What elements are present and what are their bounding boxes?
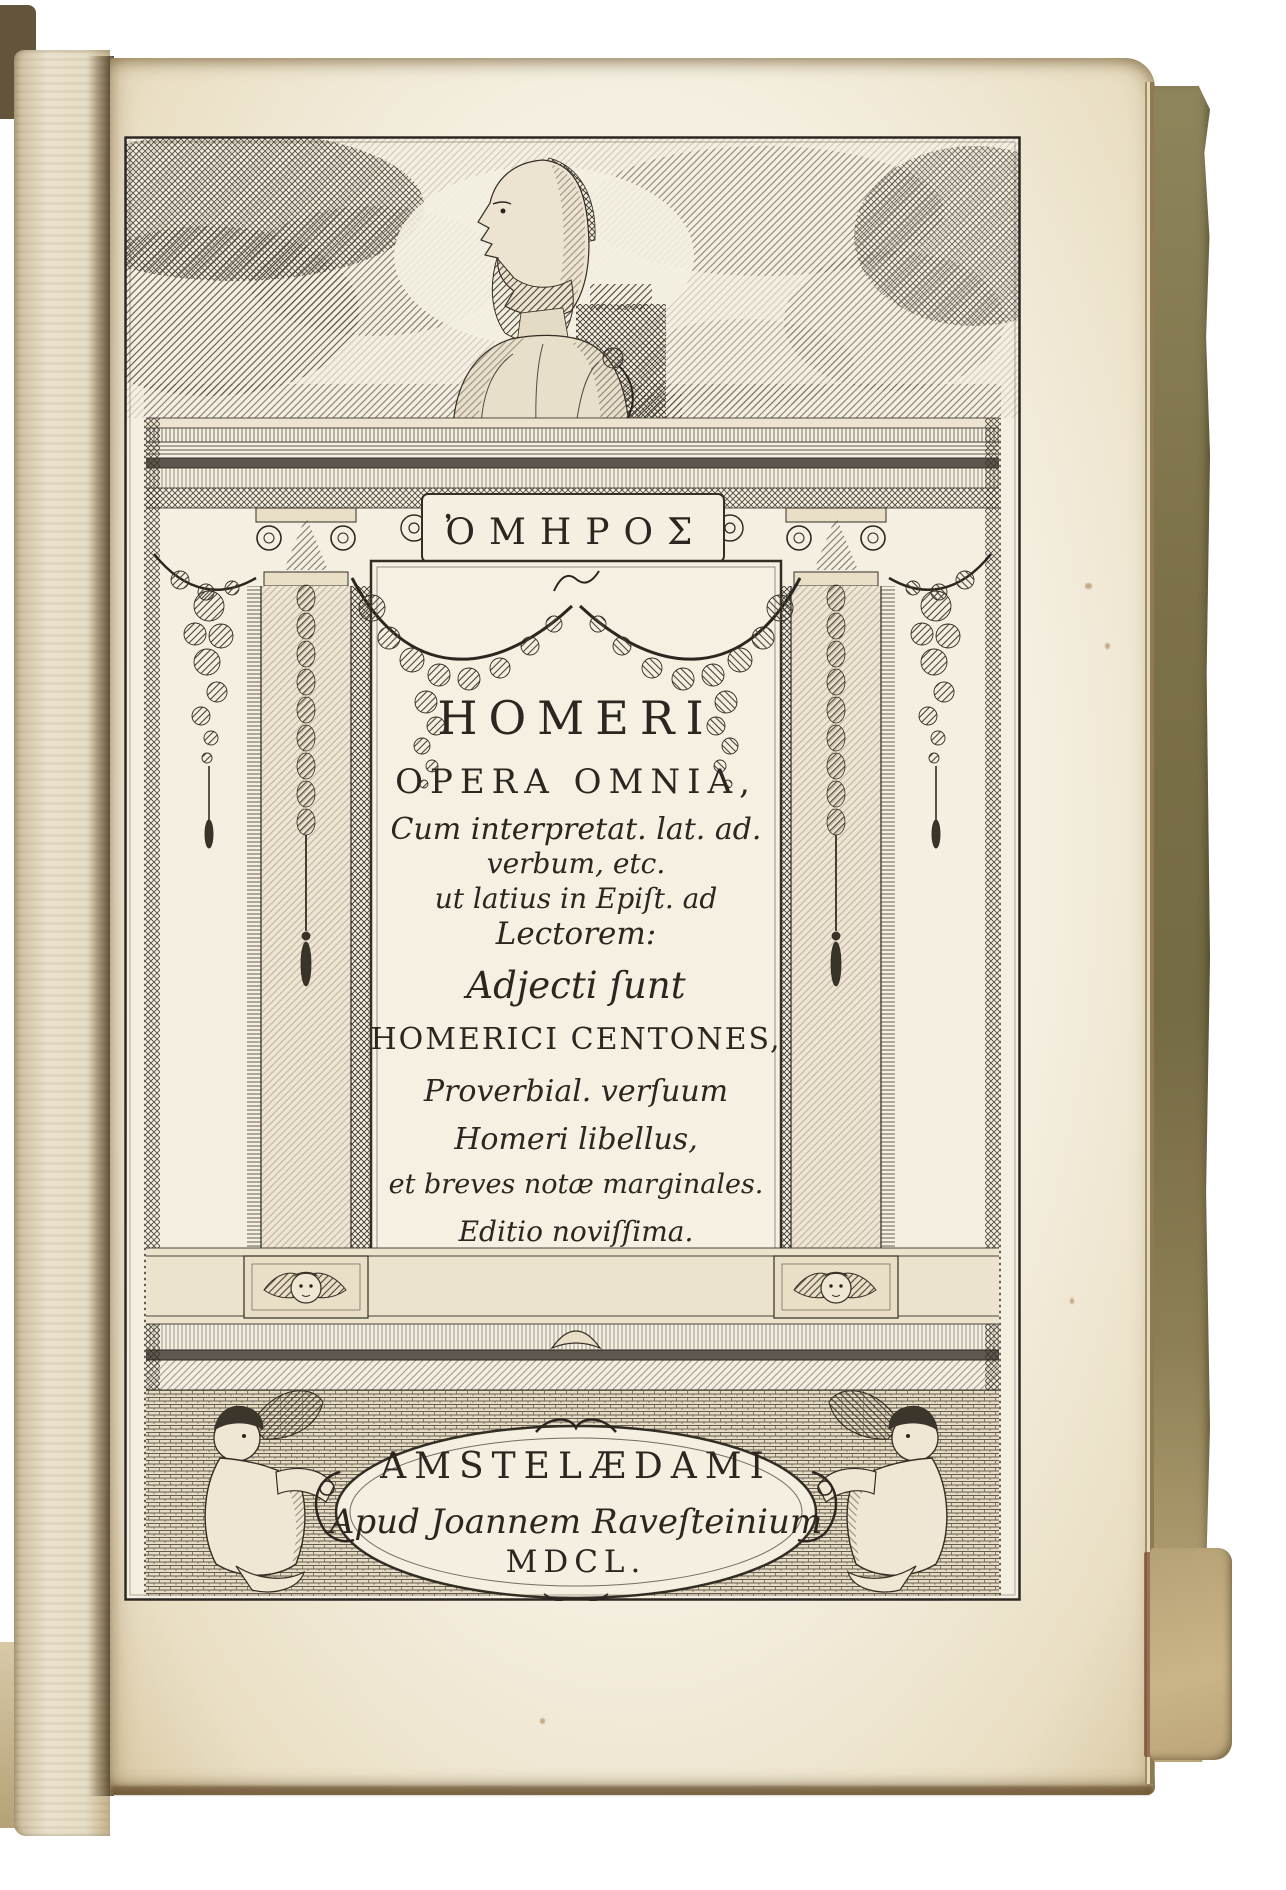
title-line-opera: OPERA OMNIA, [395,762,757,802]
foxing-spot [1070,1298,1074,1304]
imprint-place: AMSTELÆDAMI [380,1446,772,1487]
title-page [110,58,1155,1795]
title-line-homeri: HOMERI [437,691,715,745]
vellum-cover-bottom-corner [1150,1548,1232,1760]
title-line-adjecti: Adjecti ſunt [466,964,686,1007]
title-line-centones: HOMERICI CENTONES, [370,1022,782,1057]
left-pilaster [247,585,371,1261]
vellum-cover-fore-edge [1154,86,1210,1762]
title-line-proverbial: Proverbial. verſuum [423,1074,729,1109]
page-fore-edge-lines [1143,82,1154,1784]
imprint-year: MDCL. [505,1544,647,1580]
title-line-cum: Cum interpretat. lat. ad. [390,812,762,847]
greek-name-banner [401,494,743,562]
imprint-publisher: Apud Joannem Raveſteinium [329,1502,823,1542]
greek-caption: ὈΜΗΡΟΣ [445,512,707,553]
floor-moldings [146,1324,999,1390]
title-line-libellus: Homeri libellus, [454,1122,698,1157]
imprint-compartment [146,1390,999,1601]
title-line-editio: Editio noviſſima. [458,1215,694,1248]
foxing-spot [1105,643,1110,649]
title-line-notae: et breves notæ marginales. [388,1169,764,1200]
foxing-spot [1085,583,1092,589]
title-line-verbum: verbum, etc. [486,847,666,880]
page-bottom-edge-stain [112,1786,1152,1795]
right-pilaster [781,585,895,1261]
pedestal-band [146,1248,999,1324]
foxing-spot [540,1718,545,1724]
title-line-utlatius: ut latius in Epiſt. ad [434,882,718,915]
title-line-lectorem: Lectorem: [495,916,657,952]
engraved-title-border [124,136,1021,1601]
